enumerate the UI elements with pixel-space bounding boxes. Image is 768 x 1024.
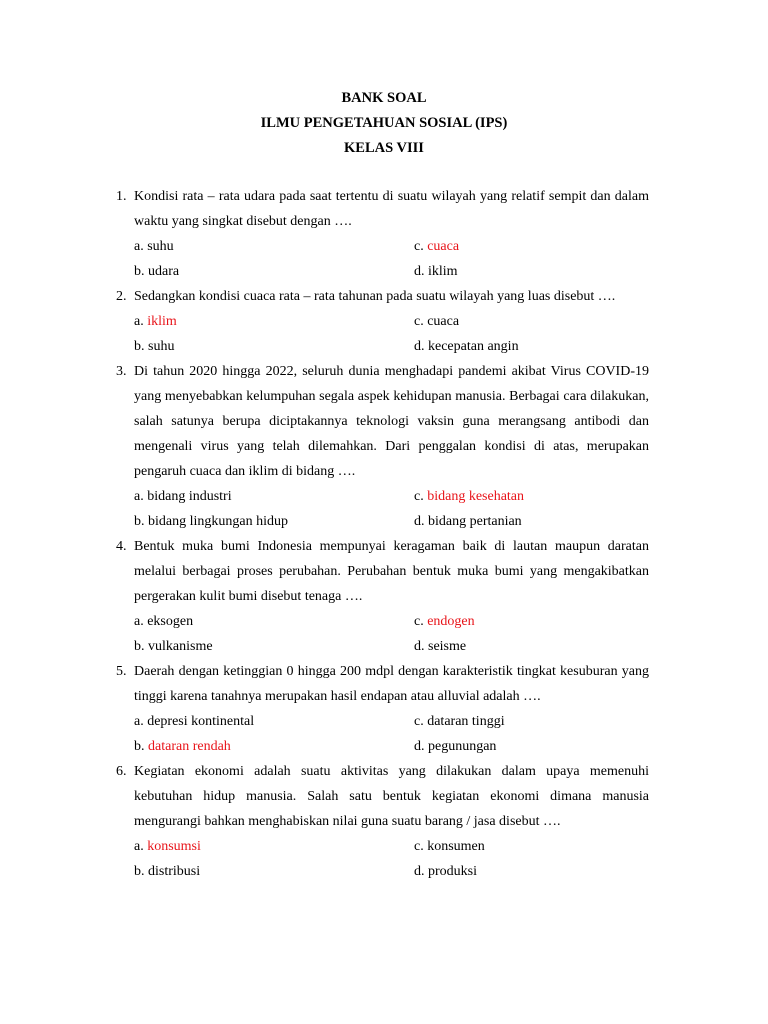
answer-option [134, 734, 414, 759]
answer-option [134, 309, 414, 334]
header-title: BANK SOAL [341, 90, 427, 106]
question-number: 6. [116, 764, 127, 779]
answer-option [414, 634, 667, 659]
answer-option [414, 734, 667, 759]
answer-option [134, 259, 414, 284]
question-text: Sedangkan kondisi cuaca rata – rata tahunan pada suatu wilayah yang luas disebut …. [134, 289, 616, 304]
option-text: seisme [428, 639, 467, 654]
question-item [116, 184, 649, 284]
option-letter: a. [134, 239, 144, 254]
correct-option-text: konsumsi [147, 839, 201, 854]
option-letter: b. [134, 264, 145, 279]
answer-option [414, 309, 667, 334]
question-number: 4. [116, 539, 127, 554]
option-letter: a. [134, 614, 144, 629]
option-letter: d. [414, 264, 425, 279]
option-letter: c. [414, 489, 424, 504]
answer-options [134, 609, 649, 659]
question-text: Di tahun 2020 hingga 2022, seluruh dunia menghadapi pandemi akibat Virus COVID-19 yang menyebabkan kelumpuhan segala aspek kehidupan manusia. Berbagai cara dilakukan, salah satunya berupa diciptakannya teknologi vaksin guna merangsang antibodi dan mengenali virus yang telah dilemahkan. Dari penggalan kondisi di atas, merupakan pengaruh cuaca dan iklim di bidang …. [134, 364, 649, 479]
answer-option [134, 859, 414, 884]
header-subject: ILMU PENGETAHUAN SOSIAL (IPS) [260, 115, 508, 131]
question-text: Kondisi rata – rata udara pada saat tertentu di suatu wilayah yang relatif sempit dan dalam waktu yang singkat disebut dengan …. [134, 189, 649, 229]
document-header [0, 86, 768, 161]
answer-option [134, 509, 414, 534]
option-text: vulkanisme [148, 639, 213, 654]
correct-option-text: cuaca [427, 239, 460, 254]
option-text: cuaca [427, 314, 460, 329]
option-letter: b. [134, 739, 145, 754]
option-text: suhu [148, 339, 175, 354]
correct-option-text: endogen [427, 614, 475, 629]
question-number: 2. [116, 289, 127, 304]
question-item [116, 534, 649, 659]
answer-option [134, 609, 414, 634]
question-item [116, 659, 649, 759]
answer-option [414, 859, 667, 884]
option-letter: b. [134, 864, 145, 879]
option-text: depresi kontinental [147, 714, 255, 729]
answer-option [414, 234, 667, 259]
question-text: Kegiatan ekonomi adalah suatu aktivitas yang dilakukan dalam upaya memenuhi kebutuhan hidup manusia. Salah satu bentuk kegiatan ekonomi dimana manusia mengurangi bahkan menghabiskan nilai guna suatu barang / jasa disebut …. [134, 764, 649, 829]
option-text: dataran tinggi [427, 714, 505, 729]
question-number: 5. [116, 664, 127, 679]
header-grade: KELAS VIII [344, 140, 424, 156]
correct-option-text: iklim [147, 314, 177, 329]
answer-option [414, 484, 667, 509]
answer-option [134, 234, 414, 259]
answer-options [134, 484, 649, 534]
option-letter: d. [414, 739, 425, 754]
option-letter: a. [134, 839, 144, 854]
question-item [116, 359, 649, 534]
option-letter: c. [414, 239, 424, 254]
option-text: udara [148, 264, 180, 279]
option-text: suhu [147, 239, 174, 254]
option-text: produksi [428, 864, 477, 879]
question-number: 1. [116, 189, 127, 204]
option-letter: b. [134, 514, 145, 529]
option-text: kecepatan angin [428, 339, 519, 354]
answer-option [134, 634, 414, 659]
question-number: 3. [116, 364, 127, 379]
answer-option [414, 509, 667, 534]
answer-option [134, 709, 414, 734]
question-item [116, 759, 649, 884]
answer-option [414, 609, 667, 634]
option-text: eksogen [147, 614, 194, 629]
answer-option [414, 834, 667, 859]
question-list [116, 184, 649, 884]
option-text: bidang industri [147, 489, 232, 504]
option-letter: d. [414, 339, 425, 354]
option-letter: d. [414, 639, 425, 654]
answer-option [414, 259, 667, 284]
correct-option-text: dataran rendah [148, 739, 231, 754]
option-text: distribusi [148, 864, 201, 879]
option-letter: c. [414, 614, 424, 629]
option-text: iklim [428, 264, 458, 279]
option-letter: b. [134, 639, 145, 654]
answer-option [134, 834, 414, 859]
option-letter: c. [414, 314, 424, 329]
option-text: konsumen [427, 839, 485, 854]
option-letter: d. [414, 514, 425, 529]
answer-options [134, 309, 649, 359]
question-text: Daerah dengan ketinggian 0 hingga 200 mdpl dengan karakteristik tingkat kesuburan yang tinggi karena tanahnya merupakan hasil endapan atau alluvial adalah …. [134, 664, 649, 704]
answer-option [414, 334, 667, 359]
question-text: Bentuk muka bumi Indonesia mempunyai keragaman baik di lautan maupun daratan melalui berbagai proses perubahan. Perubahan bentuk muka bumi yang mengakibatkan pergerakan kulit bumi disebut tenaga …. [134, 539, 649, 604]
answer-options [134, 834, 649, 884]
answer-option [134, 334, 414, 359]
answer-options [134, 709, 649, 759]
option-letter: a. [134, 489, 144, 504]
correct-option-text: bidang kesehatan [427, 489, 525, 504]
option-letter: b. [134, 339, 145, 354]
option-letter: a. [134, 714, 144, 729]
option-letter: d. [414, 864, 425, 879]
option-letter: c. [414, 839, 424, 854]
option-text: bidang pertanian [428, 514, 522, 529]
option-text: pegunungan [428, 739, 497, 754]
option-letter: a. [134, 314, 144, 329]
answer-option [414, 709, 667, 734]
answer-option [134, 484, 414, 509]
question-item [116, 284, 649, 359]
option-letter: c. [414, 714, 424, 729]
answer-options [134, 234, 649, 284]
option-text: bidang lingkungan hidup [148, 514, 288, 529]
